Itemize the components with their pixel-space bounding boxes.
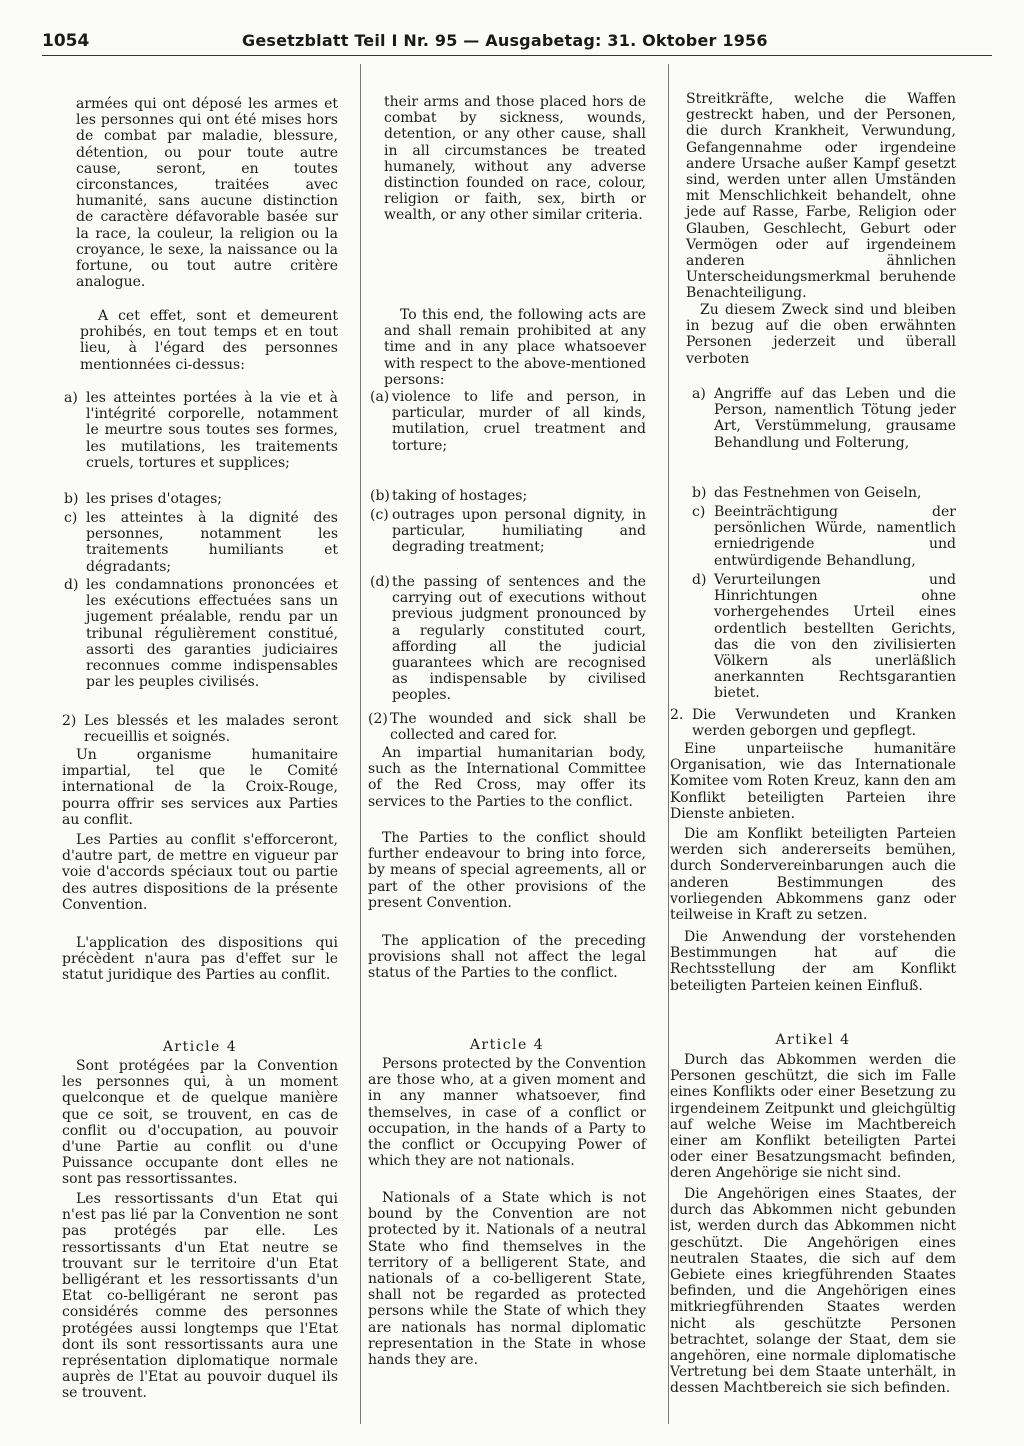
list-item (370, 488, 646, 504)
paragraph: Eine unparteiische humanitäre Organisation, wie das Internationale Komitee vom Roten Kreuz, kann den am Konflikt beteiligten Parteien ihre Dienste anbieten. (670, 741, 956, 822)
list-item (692, 572, 956, 702)
paragraph: The Parties to the conflict should further endeavour to bring into force, by means of special agreements, all or part of the other provisions of the present Convention. (368, 830, 646, 911)
list-item (670, 707, 956, 739)
list-text: les prises d'otages; (86, 491, 222, 507)
article-heading: Article 4 (469, 1037, 545, 1053)
list-label: (b) (370, 488, 390, 504)
paragraph: Durch das Abkommen werden die Personen geschützt, die sich im Falle eines Konflikts oder einer Besetzung zu irgendeinem Zeitpunkt und gleichgültig auf welche Weise im Machtbereich einer am Konflikt beteiligten Partei oder einer Besatzungsmacht befinden, deren Angehörige sie nicht sind. (670, 1052, 956, 1182)
paragraph: Sont protégées par la Convention les personnes qui, à un moment quelconque et de quelque manière que ce soit, se trouvent, en cas de conflit ou d'occupation, au pouvoir d'une Partie au conflit ou d'une Puissance occupante dont elles ne sont pas ressortissantes. (62, 1058, 338, 1188)
paragraph: their arms and those placed hors de combat by sickness, wounds, detention, or any other cause, shall in all circumstances be treated humanely, without any adverse distinction founded on race, colour, religion or faith, sex, birth or wealth, or any other similar criteria. (384, 94, 646, 224)
page-header (42, 31, 992, 55)
column-divider (668, 64, 669, 1424)
list-label: c) (692, 504, 706, 520)
list-label: d) (692, 572, 707, 588)
list-label: 2. (670, 707, 684, 723)
list-text: outrages upon personal dignity, in particular, humiliating and degrading treatment; (392, 507, 646, 556)
list-item (370, 574, 646, 704)
list-text: Verurteilungen und Hinrichtungen ohne vorhergehendes Urteil eines ordentlich bestellten Gerichts, das die von den zivilisierten Völkern als unerläßlich anerkannten Rechtsgarantien bietet. (714, 572, 956, 702)
paragraph: Die Anwendung der vorstehenden Bestimmungen hat auf die Rechtsstellung der am Konflikt beteiligten Parteien keinen Einfluß. (670, 929, 956, 994)
list-label: (d) (370, 574, 390, 590)
list-label: d) (64, 577, 79, 593)
paragraph: A cet effet, sont et demeurent prohibés, en tout temps et en tout lieu, à l'égard des personnes mentionnées ci-dessus: (80, 308, 338, 373)
list-item (64, 510, 338, 575)
paragraph: Persons protected by the Convention are those who, at a given moment and in any manner whatsoever, find themselves, in case of a conflict or occupation, in the hands of a Party to the conflict or Occupying Power of which they are not nationals. (368, 1056, 646, 1170)
list-label: a) (692, 386, 706, 402)
list-text: The wounded and sick shall be collected and cared for. (390, 711, 646, 744)
list-item (692, 504, 956, 569)
list-label: c) (64, 510, 78, 526)
list-item (368, 711, 646, 743)
paragraph: To this end, the following acts are and shall remain prohibited at any time and in any place whatsoever with respect to the above-mentioned persons: (384, 307, 646, 388)
list-text: Les blessés et les malades seront recueillis et soignés. (84, 713, 338, 746)
paragraph: Les Parties au conflit s'efforceront, d'autre part, de mettre en vigueur par voie d'accords spéciaux tout ou partie des autres dispositions de la présente Convention. (62, 832, 338, 913)
article-heading: Artikel 4 (775, 1032, 851, 1048)
list-item (64, 491, 338, 507)
paragraph: L'application des dispositions qui précèdent n'aura pas d'effet sur le statut juridique des Parties au conflit. (62, 935, 338, 984)
list-label: 2) (62, 713, 77, 729)
page-title: Gesetzblatt Teil I Nr. 95 — Ausgabetag: 31. Oktober 1956 (242, 31, 768, 50)
list-label: b) (692, 485, 707, 501)
list-text: Angriffe auf das Leben und die Person, namentlich Tötung jeder Art, Verstümmelung, grausame Behandlung und Folterung, (714, 386, 956, 451)
list-item (692, 485, 956, 501)
paragraph: Streitkräfte, welche die Waffen gestreckt haben, und der Personen, die durch Krankheit, Verwundung, Gefangennahme oder irgendeine andere Ursache außer Kampf gesetzt sind, werden unter allen Umständen mit Menschlichkeit behandelt, ohne jede auf Rasse, Farbe, Religion oder Glauben, Geschlecht, Geburt oder Vermögen oder auf irgendeinem anderen ähnlichen Unterscheidungsmerkmal beruhende Benachteiligung. (686, 91, 956, 302)
list-item (64, 577, 338, 690)
paragraph: Les ressortissants d'un Etat qui n'est pas lié par la Convention ne sont pas protégés par elle. Les ressortissants d'un Etat neutre se trouvant sur le territoire d'un Etat belligérant et les ressortissants d'un Etat co-belligérant ne seront pas considérés comme des personnes protégées aussi longtemps que l'Etat dont ils sont ressortissants aura une représentation diplomatique normale auprès de l'Etat au pouvoir duquel ils se trouvent. (62, 1191, 338, 1402)
list-item (692, 386, 956, 451)
list-label: (c) (370, 507, 389, 523)
list-label: (a) (370, 389, 390, 405)
list-text: les condamnations prononcées et les exécutions effectuées sans un jugement préalable, rendu par un tribunal régulièrement constitué, assorti des garanties judiciaires reconnues comme indispensables par les peuples civilisés. (86, 577, 338, 691)
paragraph: Zu diesem Zweck sind und bleiben in bezug auf die oben erwähnten Personen jederzeit und überall verboten (686, 302, 956, 367)
list-text: les atteintes à la dignité des personnes, notamment les traitements humiliants et dégradants; (86, 510, 338, 575)
paragraph: Nationals of a State which is not bound by the Convention are not protected by it. Nationals of a neutral State who find themselves in the territory of a belligerent State, and nationals of a co-belligerent State, shall not be regarded as protected persons while the State of which they are nationals has normal diplomatic representation in the State in whose hands they are. (368, 1190, 646, 1369)
list-item (62, 713, 338, 745)
paragraph: Un organisme humanitaire impartial, tel que le Comité international de la Croix-Rouge, pourra offrir ses services aux Parties au conflit. (62, 747, 338, 828)
list-text: taking of hostages; (392, 488, 528, 504)
list-text: Die Verwundeten und Kranken werden geborgen und gepflegt. (692, 707, 956, 740)
list-item (64, 390, 338, 471)
list-label: (2) (368, 711, 388, 727)
header-rule (42, 55, 992, 56)
paragraph: Die Angehörigen eines Staates, der durch das Abkommen nicht gebunden ist, werden durch das Abkommen nicht geschützt. Die Angehörigen eines neutralen Staates, die sich auf dem Gebiete eines kriegführenden Staates befinden, und die Angehörigen eines mitkriegführenden Staates werden nicht als geschützte Personen betrachtet, solange der Staat, dem sie angehören, eine normale diplomatische Vertretung bei dem Staate unterhält, in dessen Machtbereich sie sich befinden. (670, 1186, 956, 1397)
page-number: 1054 (42, 31, 90, 51)
article-heading: Article 4 (162, 1039, 238, 1055)
list-item (370, 389, 646, 454)
list-item (370, 507, 646, 556)
paragraph: An impartial humanitarian body, such as the International Committee of the Red Cross, may offer its services to the Parties to the conflict. (368, 745, 646, 810)
list-text: violence to life and person, in particular, murder of all kinds, mutilation, cruel treatment and torture; (392, 389, 646, 454)
list-label: a) (64, 390, 78, 406)
column-divider (360, 64, 361, 1424)
list-text: das Festnehmen von Geiseln, (714, 485, 922, 501)
paragraph: Die am Konflikt beteiligten Parteien werden sich andererseits bemühen, durch Sondervereinbarungen auch die anderen Bestimmungen des vorliegenden Abkommens ganz oder teilweise in Kraft zu setzen. (670, 826, 956, 924)
list-label: b) (64, 491, 79, 507)
list-text: les atteintes portées à la vie et à l'intégrité corporelle, notamment le meurtre sous toutes ses formes, les mutilations, les traitements cruels, tortures et supplices; (86, 390, 338, 471)
paragraph: The application of the preceding provisions shall not affect the legal status of the Parties to the conflict. (368, 933, 646, 982)
list-text: the passing of sentences and the carrying out of executions without previous judgment pronounced by a regularly constituted court, affording all the judicial guarantees which are recognised as indispensable by civilised peoples. (392, 574, 646, 704)
list-text: Beeinträchtigung der persönlichen Würde, namentlich erniedrigende und entwürdigende Behandlung, (714, 504, 956, 569)
paragraph: armées qui ont déposé les armes et les personnes qui ont été mises hors de combat par maladie, blessure, détention, ou pour toute autre cause, seront, en toutes circonstances, traitées avec humanité, sans aucune distinction de caractère défavorable basée sur la race, la couleur, la religion ou la croyance, le sexe, la naissance ou la fortune, ou tout autre critère analogue. (76, 96, 338, 291)
